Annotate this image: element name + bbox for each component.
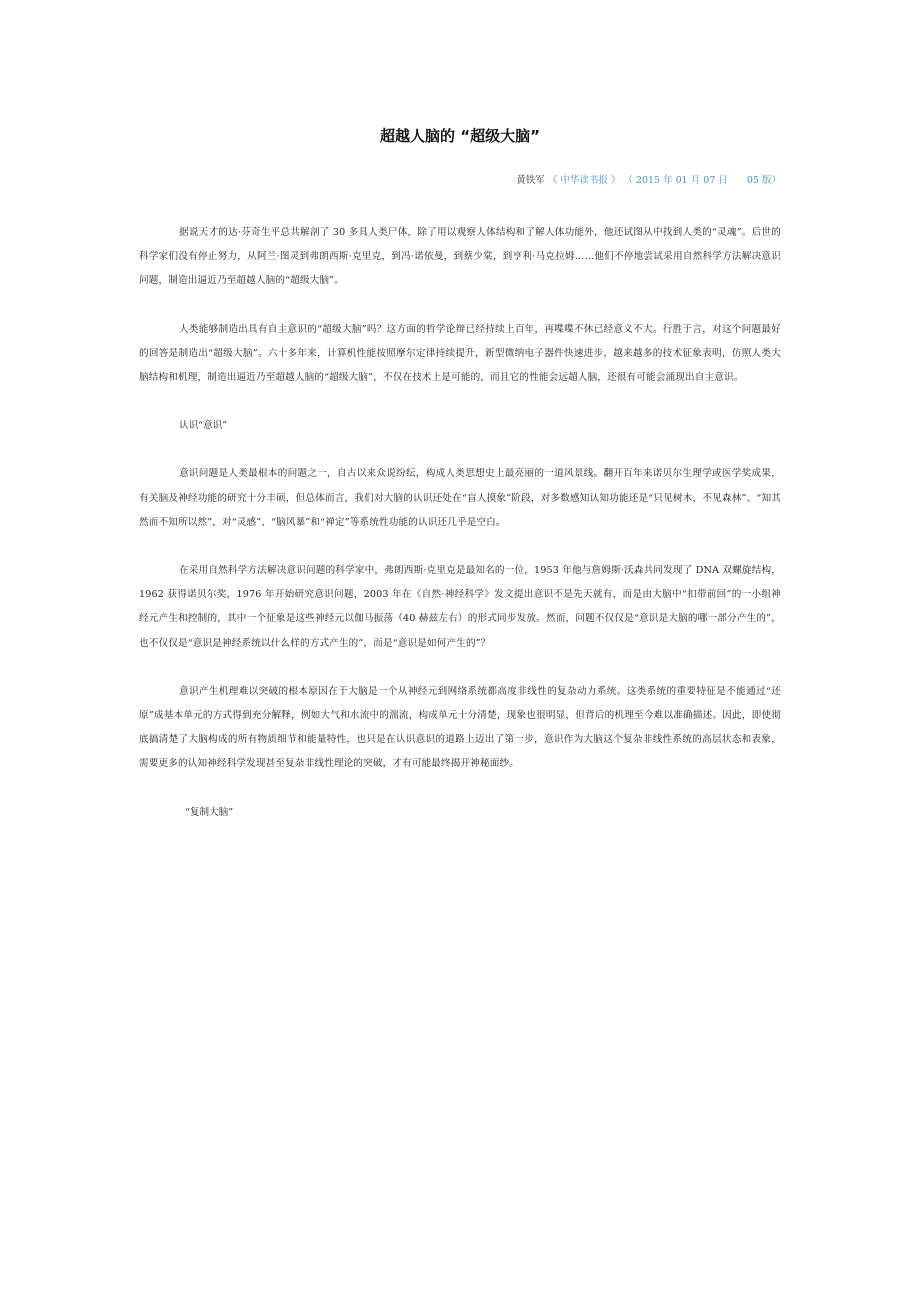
- article-byline: [516, 174, 781, 188]
- author-name: 黄铁军: [516, 175, 545, 186]
- publish-date: （ 2015 年 01 月 07 日 05 版）: [623, 175, 781, 186]
- paragraph: 在采用自然科学方法解决意识问题的科学家中，弗朗西斯·克里克是最知名的一位，1953 年他与詹姆斯·沃森共同发现了 DNA 双螺旋结构，1962 获得诺贝尔奖，1976 年开始研究意识问题，2003 年在《自然·神经科学》发文提出意识不是先天就有，而是由大脑中“扣带前回”的一小组神经元产生和控制的，其中一个征象是这些神经元以伽马振荡（40 赫兹左右）的形式同步发放。然而，问题不仅仅是“意识是大脑的哪一部分产生的”，也不仅仅是“意识是神经系统以什么样的方式产生的”，而是“意识是如何产生的”？: [139, 565, 781, 649]
- article-body: [139, 221, 781, 825]
- section-heading: “复制大脑”: [185, 806, 234, 818]
- paragraph: 人类能够制造出具有自主意识的“超级大脑”吗？这方面的哲学论辩已经持续上百年，再喋喋不休已经意义不大。行胜于言，对这个问题最好的回答是制造出“超级大脑”。六十多年来，计算机性能按照摩尔定律持续提升，新型微纳电子器件快速进步，越来越多的技术征象表明，仿照人类大脑结构和机理，制造出逼近乃至超越人脑的“超级大脑”，不仅在技术上是可能的，而且它的性能会远超人脑，还很有可能会涌现出自主意识。: [139, 323, 781, 384]
- article-title: 超越人脑的 “超级大脑”: [380, 127, 540, 145]
- paragraph: 据说天才的达·芬奇生平总共解剖了 30 多具人类尸体，除了用以观察人体结构和了解人体功能外，他还试图从中找到人类的“灵魂”。后世的科学家们没有停止努力，从阿兰·图灵到弗朗西斯·克里克，到冯·诺依曼，到蔡少棠，到亨利·马克拉姆……他们不停地尝试采用自然科学方法解决意识问题，制造出逼近乃至超越人脑的“超级大脑”。: [139, 227, 781, 287]
- paragraph: 意识产生机理难以突破的根本原因在于大脑是一个从神经元到网络系统都高度非线性的复杂动力系统。这类系统的重要特征是不能通过“还原”成基本单元的方式得到充分解释，例如大气和水流中的湍流，构成单元十分清楚，现象也很明显，但背后的机理至今难以准确描述。因此，即使彻底搞清楚了大脑构成的所有物质细节和能量特性，也只是在认识意识的道路上迈出了第一步，意识作为大脑这个复杂非线性系统的高层状态和表象，需要更多的认知神经科学发现甚至复杂非线性理论的突破，才有可能最终揭开神秘面纱。: [139, 685, 781, 770]
- paragraph: 意识问题是人类最根本的问题之一，自古以来众说纷纭，构成人类思想史上最亮丽的一道风景线。翻开百年来诺贝尔生理学或医学奖成果，有关脑及神经功能的研究十分丰硕，但总体而言，我们对大脑的认识还处在“盲人摸象”阶段，对多数感知认知功能还是“只见树木，不见森林”、“知其然而不知所以然”，对“灵感”、“脑风暴”和“禅定”等系统性功能的认识还几乎是空白。: [139, 468, 781, 528]
- section-heading: 认识“意识”: [179, 420, 228, 432]
- source-link[interactable]: 《 中华读书报 》: [547, 175, 621, 186]
